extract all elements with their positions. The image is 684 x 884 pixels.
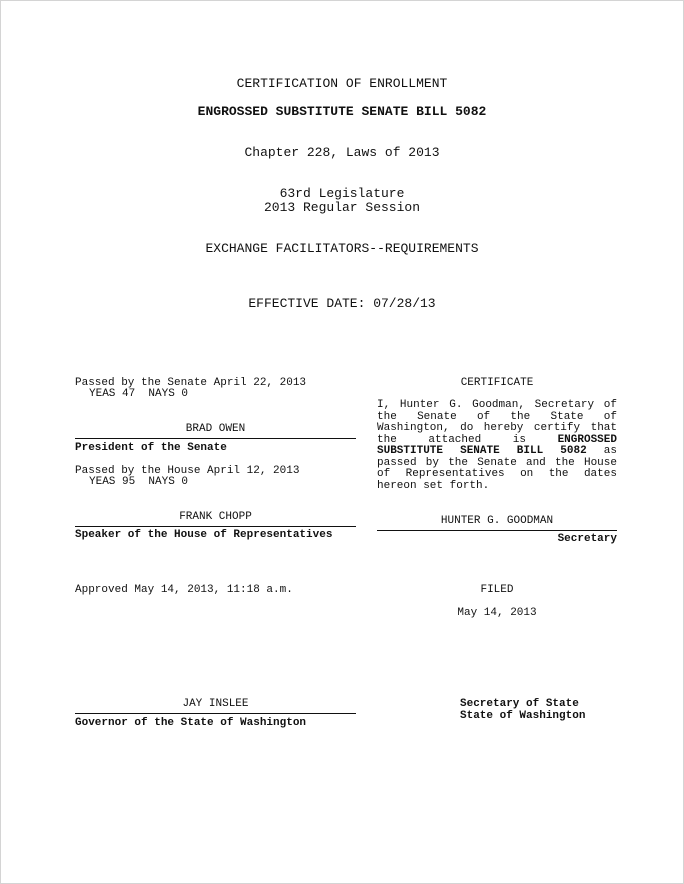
certificate-line: of Representatives on the dates [377,468,617,480]
house-passed: Passed by the House April 12, 2013 [75,465,300,477]
certificate-line: hereon set forth. [377,479,490,492]
certificate-line: passed by the Senate and the House [377,456,617,469]
senate-votes: YEAS 47 NAYS 0 [89,388,189,400]
senate-passed: Passed by the Senate April 22, 2013 [75,377,307,389]
filed-date: May 14, 2013 [457,607,537,619]
secretary-of-state-line: Secretary of State [460,698,579,710]
certificate-title: Secretary [557,533,617,545]
governor-signature-line [75,713,356,714]
certificate-line: the Senate of the State of [377,410,617,423]
senate-signer: BRAD OWEN [185,423,246,435]
senate-signature-line [75,438,356,439]
certificate-signature-line [377,530,617,531]
approval-text: Approved May 14, 2013, 11:18 a.m. [75,584,293,596]
house-signer: FRANK CHOPP [179,511,252,523]
session-line: 2013 Regular Session [263,200,421,215]
chapter-line: Chapter 228, Laws of 2013 [244,145,440,160]
subject-line: EXCHANGE FACILITATORS--REQUIREMENTS [205,241,479,256]
senate-title: President of the Senate [75,442,227,454]
house-signature-line [75,526,356,527]
certificate-line: I, Hunter G. Goodman, Secretary of [377,399,617,411]
governor-title: Governor of the State of Washington [75,717,307,729]
house-votes: YEAS 95 NAYS 0 [89,476,189,488]
certificate-signer: HUNTER G. GOODMAN [440,515,554,527]
state-of-washington-line: State of Washington [460,710,586,722]
house-title: Speaker of the House of Representatives [75,529,333,541]
certification-heading: CERTIFICATION OF ENROLLMENT [236,76,448,91]
certificate-heading: CERTIFICATE [460,377,534,389]
legislature-line: 63rd Legislature [279,186,405,201]
effective-date: EFFECTIVE DATE: 07/28/13 [248,296,436,311]
certificate-text [377,400,617,492]
certificate-line: SUBSTITUTE SENATE BILL 5082 as [377,445,617,457]
governor-signer: JAY INSLEE [182,698,249,710]
filed-label: FILED [480,584,514,596]
bill-title: ENGROSSED SUBSTITUTE SENATE BILL 5082 [197,104,487,119]
certificate-line: the attached is ENGROSSED [377,433,617,446]
certificate-line: Washington, do hereby certify that [377,422,617,434]
